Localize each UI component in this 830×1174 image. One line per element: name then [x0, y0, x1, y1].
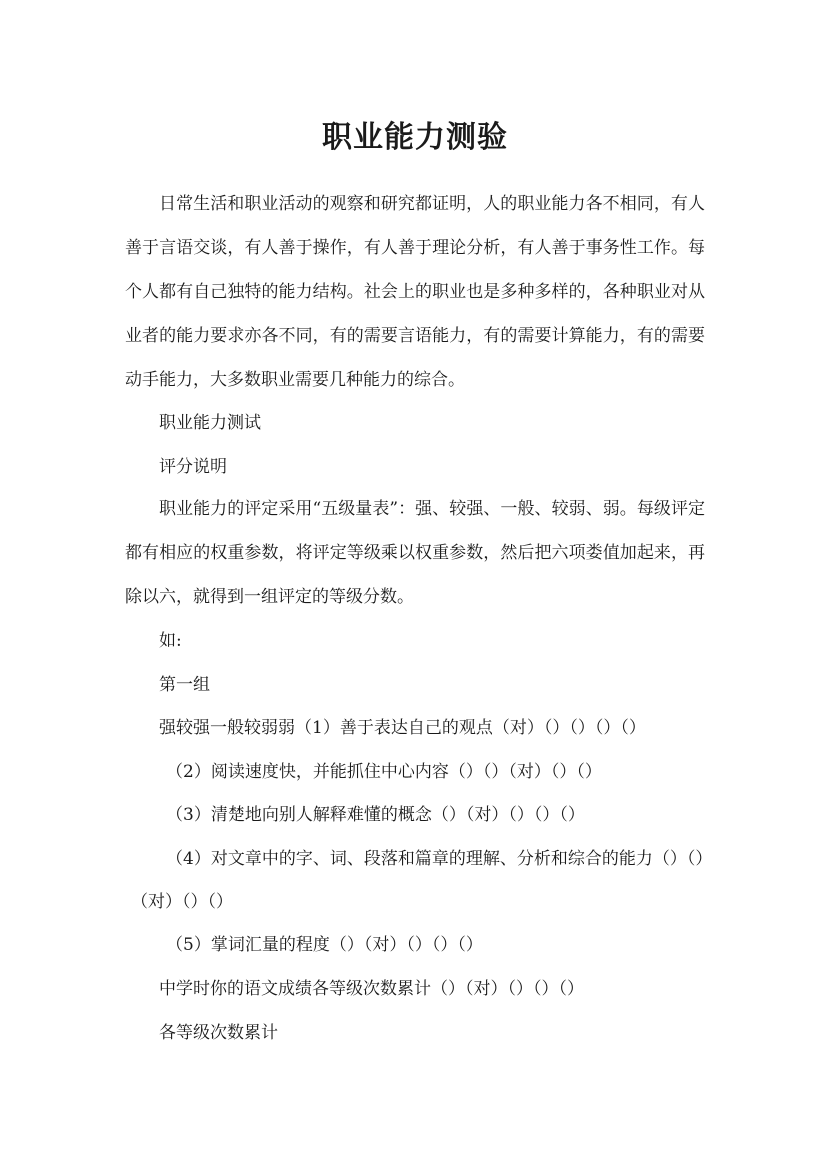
section-heading-test: 职业能力测试 — [159, 413, 261, 433]
question-item-1: 强较强一般较弱弱（1）善于表达自己的观点（对）（）（）（）（） — [159, 718, 646, 738]
tally-label: 各等级次数累计 — [159, 1023, 278, 1043]
page-title: 职业能力测验 — [322, 120, 508, 155]
question-item-4: （4）对文章中的字、词、段落和篇章的理解、分析和综合的能力（）（） — [166, 849, 713, 869]
question-item-2: （2）阅读速度快，并能抓住中心内容（）（）（对）（）（） — [166, 762, 602, 782]
intro-paragraph: 日常生活和职业活动的观察和研究都证明，人的职业能力各不相同，有人善于言语交谈，有人善于操作，有人善于理论分析，有人善于事务性工作。每个人都有自己独特的能力结构。社会上的职业也是多种多样的，各种职业对从业者的能力要求亦各不同，有的需要言语能力，有的需要计算能力，有的需要动手能力，大多数职业需要几种能力的综合。 — [125, 194, 705, 390]
question-item-5: （5）掌词汇量的程度（）（对）（）（）（） — [166, 935, 483, 955]
example-label: 如: — [159, 631, 182, 651]
question-item-4-continuation: （对）（）（） — [131, 892, 233, 912]
question-item-3: （3）清楚地向别人解释难懂的概念（）（对）（）（）（） — [166, 805, 585, 825]
question-item-6: 中学时你的语文成绩各等级次数累计（）（对）（）（）（） — [159, 979, 584, 999]
section-heading-scoring: 评分说明 — [159, 457, 227, 477]
scoring-paragraph: 职业能力的评定采用“五级量表”：强、较强、一般、较弱、弱。每级评定都有相应的权重参数，将评定等级乘以权重参数，然后把六项娄值加起来，再除以六，就得到一组评定的等级分数。 — [125, 499, 705, 607]
group-label: 第一组 — [159, 675, 210, 695]
